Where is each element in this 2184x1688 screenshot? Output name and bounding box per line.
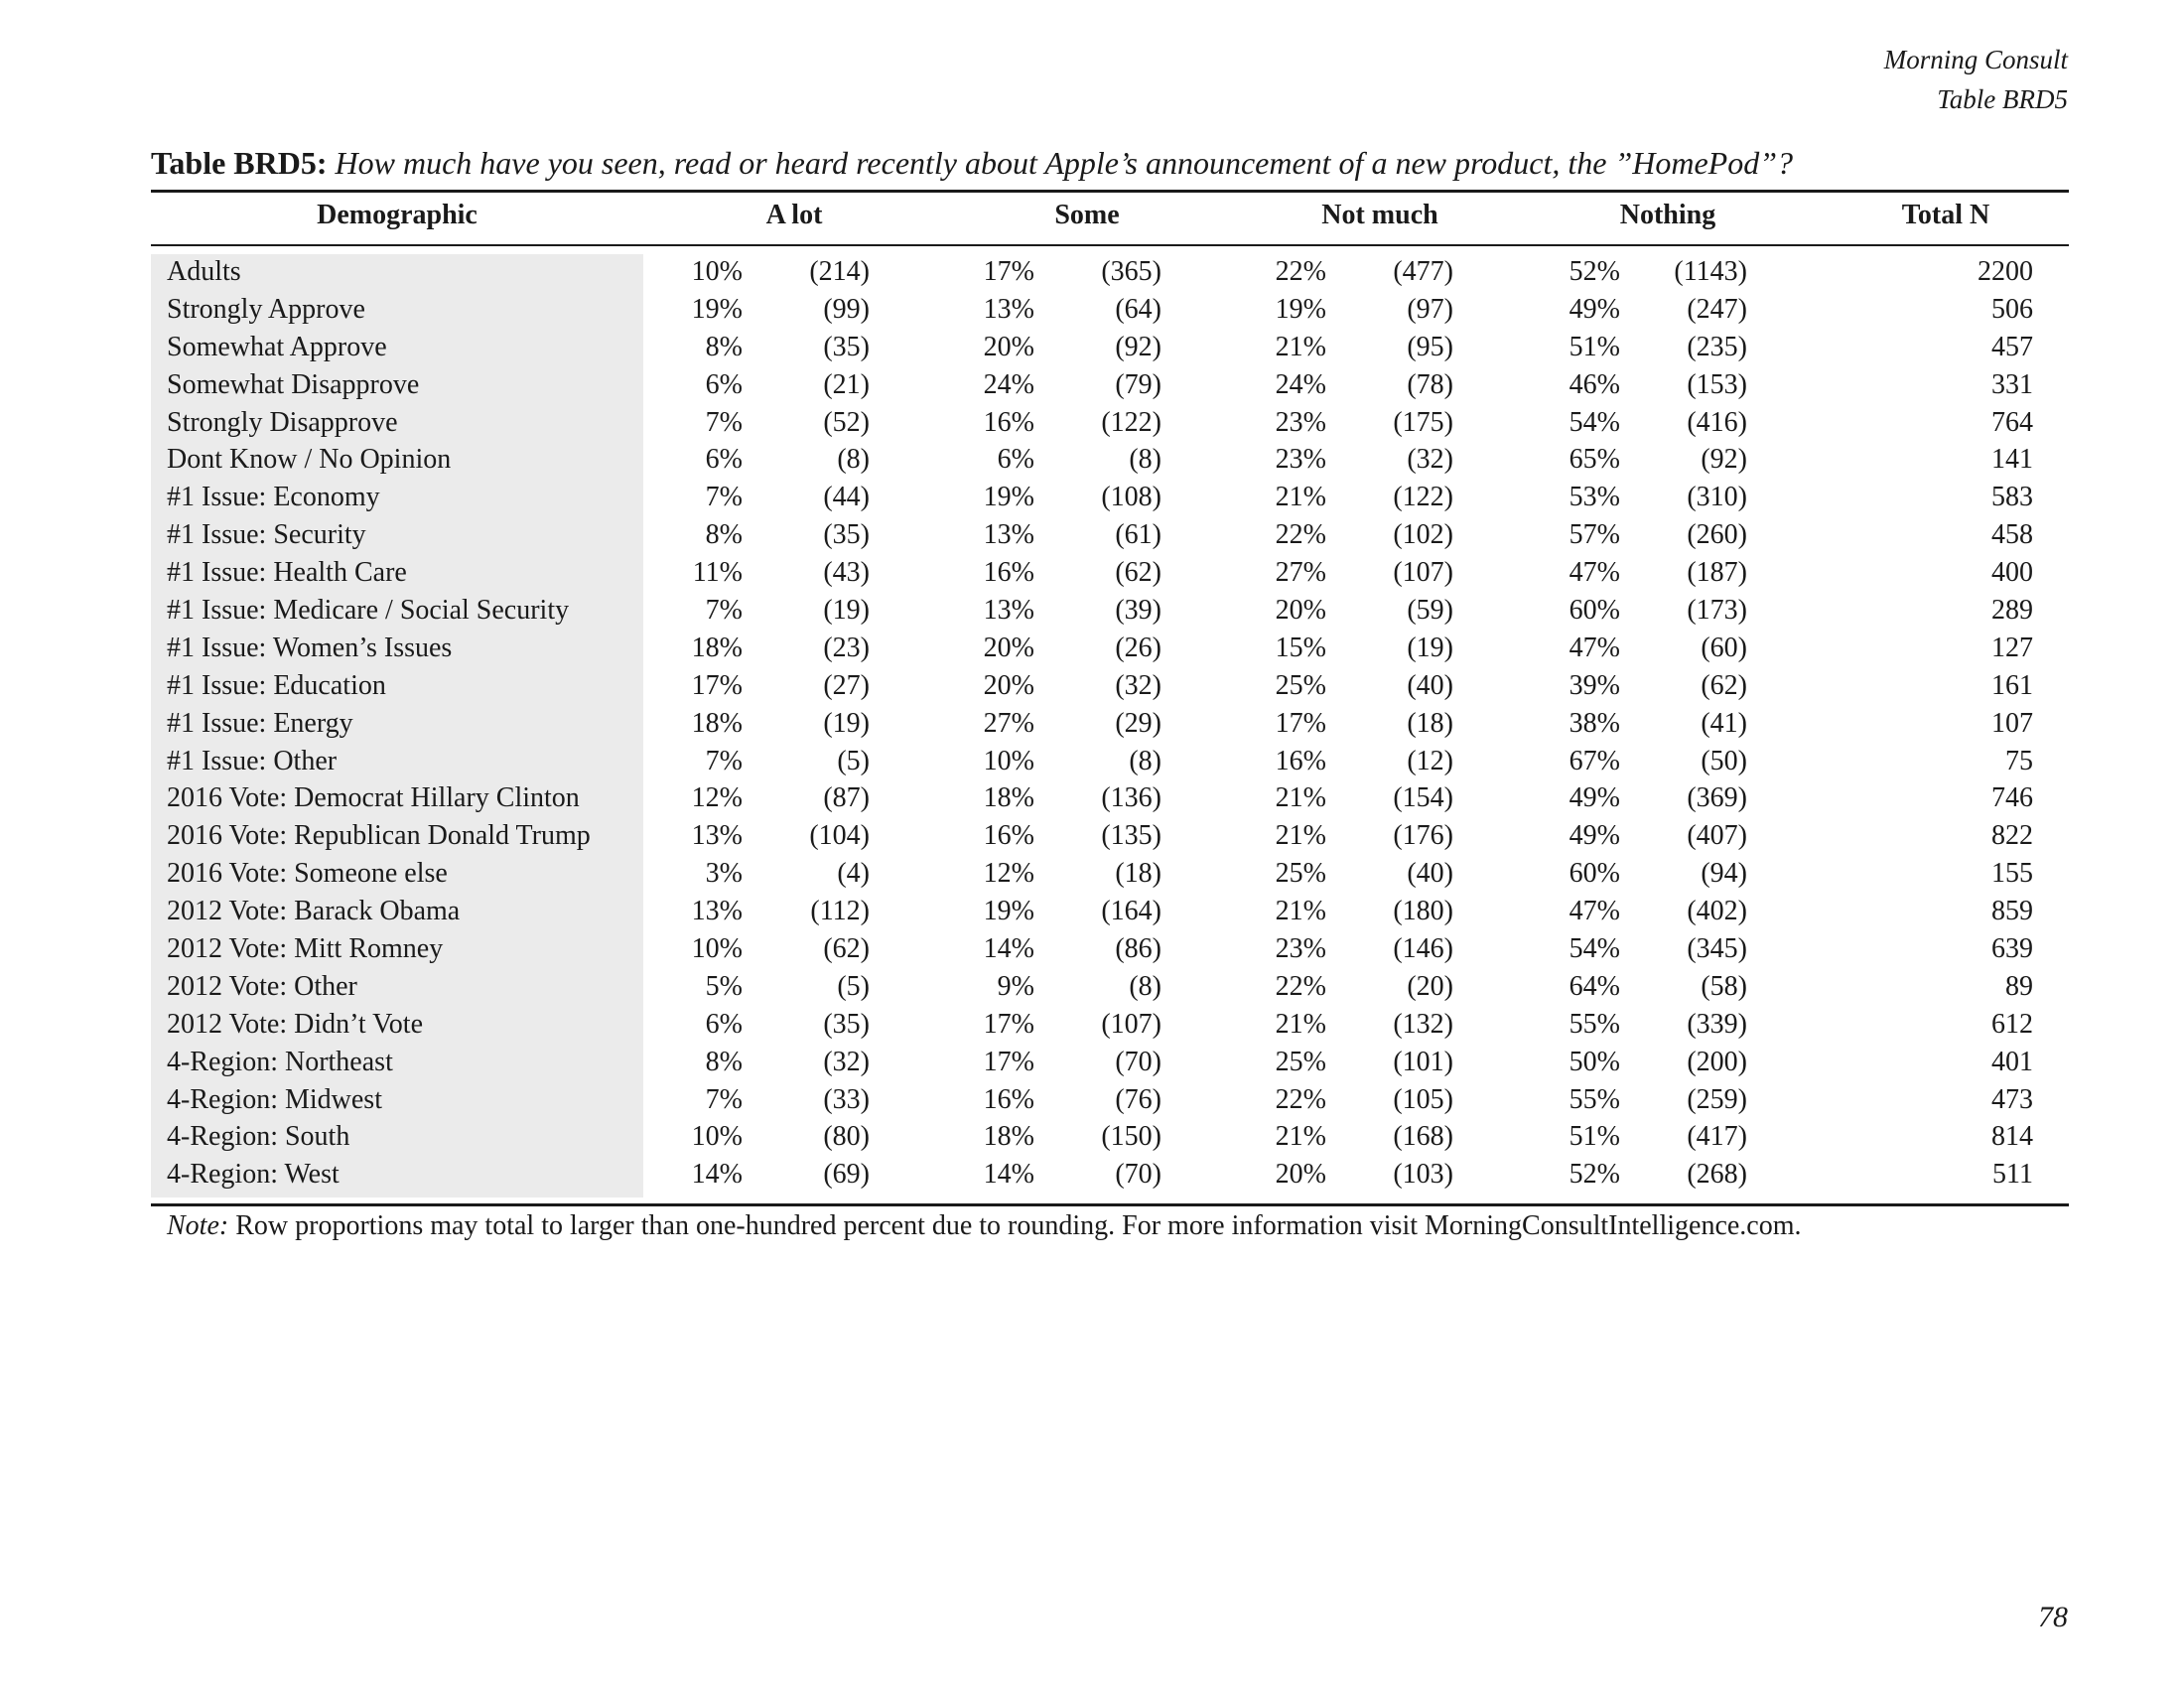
table-row xyxy=(151,855,2069,893)
some-count: (135) xyxy=(1101,820,1161,852)
some-percent: 9% xyxy=(997,970,1034,1002)
some-percent: 12% xyxy=(983,858,1034,890)
not-much-percent: 24% xyxy=(1275,368,1326,400)
not-much-count: (103) xyxy=(1393,1159,1453,1191)
a-lot-percent: 11% xyxy=(692,557,743,589)
total-n: 746 xyxy=(1991,782,2033,814)
table-row xyxy=(151,893,2069,930)
some-count: (8) xyxy=(1129,745,1161,776)
nothing-count: (41) xyxy=(1701,707,1747,739)
nothing-count: (260) xyxy=(1687,519,1747,551)
not-much-percent: 23% xyxy=(1275,933,1326,965)
a-lot-percent: 7% xyxy=(705,1083,743,1115)
nothing-percent: 49% xyxy=(1569,782,1620,814)
nothing-count: (268) xyxy=(1687,1159,1747,1191)
nothing-percent: 60% xyxy=(1569,595,1620,627)
not-much-percent: 27% xyxy=(1275,557,1326,589)
a-lot-count: (19) xyxy=(823,707,870,739)
a-lot-percent: 7% xyxy=(705,482,743,513)
header-rule xyxy=(151,244,2069,246)
a-lot-count: (23) xyxy=(823,632,870,663)
a-lot-percent: 13% xyxy=(691,820,743,852)
a-lot-count: (69) xyxy=(823,1159,870,1191)
a-lot-percent: 3% xyxy=(705,858,743,890)
nothing-percent: 47% xyxy=(1569,896,1620,927)
table-row xyxy=(151,479,2069,516)
a-lot-count: (104) xyxy=(809,820,870,852)
nothing-percent: 54% xyxy=(1569,933,1620,965)
some-count: (79) xyxy=(1115,368,1161,400)
row-label: Somewhat Approve xyxy=(167,331,387,362)
nothing-count: (247) xyxy=(1687,293,1747,325)
not-much-percent: 22% xyxy=(1275,256,1326,287)
a-lot-count: (4) xyxy=(837,858,870,890)
not-much-percent: 16% xyxy=(1275,745,1326,776)
a-lot-count: (112) xyxy=(810,896,870,927)
not-much-percent: 21% xyxy=(1275,896,1326,927)
total-n: 75 xyxy=(2005,745,2033,776)
total-n: 764 xyxy=(1991,406,2033,438)
nothing-count: (94) xyxy=(1701,858,1747,890)
not-much-percent: 21% xyxy=(1275,820,1326,852)
not-much-percent: 25% xyxy=(1275,1046,1326,1077)
a-lot-percent: 18% xyxy=(691,632,743,663)
not-much-percent: 21% xyxy=(1275,1121,1326,1153)
column-header-demographic: Demographic xyxy=(317,200,478,230)
nothing-count: (200) xyxy=(1687,1046,1747,1077)
nothing-percent: 46% xyxy=(1569,368,1620,400)
row-label: Strongly Disapprove xyxy=(167,406,398,438)
a-lot-percent: 7% xyxy=(705,595,743,627)
a-lot-percent: 13% xyxy=(691,896,743,927)
some-percent: 20% xyxy=(983,669,1034,701)
row-label: #1 Issue: Energy xyxy=(167,707,353,739)
some-percent: 16% xyxy=(983,557,1034,589)
some-percent: 17% xyxy=(983,256,1034,287)
a-lot-count: (32) xyxy=(823,1046,870,1077)
a-lot-percent: 8% xyxy=(705,519,743,551)
a-lot-percent: 7% xyxy=(705,745,743,776)
a-lot-count: (35) xyxy=(823,1008,870,1040)
total-n: 506 xyxy=(1991,293,2033,325)
total-n: 814 xyxy=(1991,1121,2033,1153)
not-much-count: (59) xyxy=(1407,595,1453,627)
some-count: (32) xyxy=(1115,669,1161,701)
total-n: 2200 xyxy=(1978,256,2033,287)
table-row xyxy=(151,930,2069,968)
table-row xyxy=(151,667,2069,705)
a-lot-percent: 6% xyxy=(705,368,743,400)
some-percent: 18% xyxy=(983,1121,1034,1153)
a-lot-count: (80) xyxy=(823,1121,870,1153)
not-much-percent: 22% xyxy=(1275,1083,1326,1115)
table-row xyxy=(151,592,2069,630)
row-label: 4-Region: Northeast xyxy=(167,1046,393,1077)
row-label: 4-Region: South xyxy=(167,1121,350,1153)
some-percent: 17% xyxy=(983,1008,1034,1040)
some-percent: 13% xyxy=(983,519,1034,551)
table-row xyxy=(151,1118,2069,1156)
some-percent: 14% xyxy=(983,1159,1034,1191)
table-row xyxy=(151,743,2069,780)
nothing-count: (416) xyxy=(1687,406,1747,438)
row-label: #1 Issue: Security xyxy=(167,519,366,551)
some-percent: 20% xyxy=(983,632,1034,663)
some-percent: 20% xyxy=(983,331,1034,362)
some-percent: 18% xyxy=(983,782,1034,814)
not-much-percent: 21% xyxy=(1275,331,1326,362)
nothing-percent: 51% xyxy=(1569,1121,1620,1153)
row-label: Somewhat Disapprove xyxy=(167,368,420,400)
not-much-count: (176) xyxy=(1393,820,1453,852)
some-percent: 17% xyxy=(983,1046,1034,1077)
row-label: 2016 Vote: Republican Donald Trump xyxy=(167,820,591,852)
nothing-count: (345) xyxy=(1687,933,1747,965)
nothing-count: (407) xyxy=(1687,820,1747,852)
some-count: (92) xyxy=(1115,331,1161,362)
nothing-percent: 53% xyxy=(1569,482,1620,513)
table-body xyxy=(151,253,2069,1194)
a-lot-percent: 5% xyxy=(705,970,743,1002)
some-count: (136) xyxy=(1101,782,1161,814)
some-percent: 24% xyxy=(983,368,1034,400)
total-n: 859 xyxy=(1991,896,2033,927)
column-header-a-lot: A lot xyxy=(765,200,823,230)
total-n: 107 xyxy=(1991,707,2033,739)
nothing-percent: 39% xyxy=(1569,669,1620,701)
total-n: 458 xyxy=(1991,519,2033,551)
not-much-percent: 21% xyxy=(1275,782,1326,814)
table-row xyxy=(151,779,2069,817)
table-row xyxy=(151,516,2069,554)
a-lot-count: (5) xyxy=(837,745,870,776)
some-percent: 6% xyxy=(997,444,1034,476)
not-much-count: (95) xyxy=(1407,331,1453,362)
not-much-count: (18) xyxy=(1407,707,1453,739)
row-label: #1 Issue: Economy xyxy=(167,482,380,513)
a-lot-count: (35) xyxy=(823,331,870,362)
nothing-percent: 54% xyxy=(1569,406,1620,438)
total-n: 473 xyxy=(1991,1083,2033,1115)
row-label: Strongly Approve xyxy=(167,293,365,325)
nothing-percent: 64% xyxy=(1569,970,1620,1002)
row-label: Dont Know / No Opinion xyxy=(167,444,452,476)
row-label: 2012 Vote: Didn’t Vote xyxy=(167,1008,424,1040)
table-row xyxy=(151,705,2069,743)
total-n: 127 xyxy=(1991,632,2033,663)
not-much-count: (146) xyxy=(1393,933,1453,965)
column-header-total-n: Total N xyxy=(1901,200,1990,230)
not-much-count: (32) xyxy=(1407,444,1453,476)
nothing-count: (310) xyxy=(1687,482,1747,513)
nothing-count: (339) xyxy=(1687,1008,1747,1040)
a-lot-count: (8) xyxy=(837,444,870,476)
some-percent: 27% xyxy=(983,707,1034,739)
total-n: 401 xyxy=(1991,1046,2033,1077)
a-lot-count: (33) xyxy=(823,1083,870,1115)
nothing-count: (1143) xyxy=(1674,256,1747,287)
column-header-not-much: Not much xyxy=(1321,200,1438,230)
table-row xyxy=(151,329,2069,366)
a-lot-count: (35) xyxy=(823,519,870,551)
company-name: Morning Consult xyxy=(1883,45,2068,74)
table-row xyxy=(151,1156,2069,1194)
row-label: #1 Issue: Women’s Issues xyxy=(167,632,453,663)
row-label: 2016 Vote: Someone else xyxy=(167,858,448,890)
nothing-count: (62) xyxy=(1701,669,1747,701)
total-n: 289 xyxy=(1991,595,2033,627)
row-label: #1 Issue: Other xyxy=(167,745,338,776)
not-much-count: (40) xyxy=(1407,858,1453,890)
a-lot-percent: 10% xyxy=(691,1121,743,1153)
some-percent: 16% xyxy=(983,820,1034,852)
a-lot-count: (43) xyxy=(823,557,870,589)
total-n: 612 xyxy=(1991,1008,2033,1040)
a-lot-percent: 14% xyxy=(691,1159,743,1191)
some-count: (26) xyxy=(1115,632,1161,663)
footnote xyxy=(167,1203,1802,1249)
a-lot-count: (44) xyxy=(823,482,870,513)
table-row xyxy=(151,253,2069,291)
not-much-percent: 23% xyxy=(1275,444,1326,476)
a-lot-count: (21) xyxy=(823,368,870,400)
nothing-count: (50) xyxy=(1701,745,1747,776)
some-count: (150) xyxy=(1101,1121,1161,1153)
nothing-percent: 67% xyxy=(1569,745,1620,776)
nothing-percent: 49% xyxy=(1569,820,1620,852)
a-lot-percent: 17% xyxy=(691,669,743,701)
some-count: (70) xyxy=(1115,1046,1161,1077)
total-n: 141 xyxy=(1991,444,2033,476)
not-much-percent: 21% xyxy=(1275,482,1326,513)
nothing-count: (153) xyxy=(1687,368,1747,400)
some-percent: 10% xyxy=(983,745,1034,776)
some-percent: 13% xyxy=(983,595,1034,627)
a-lot-percent: 10% xyxy=(691,933,743,965)
nothing-percent: 50% xyxy=(1569,1046,1620,1077)
row-label: 2012 Vote: Barack Obama xyxy=(167,896,461,927)
some-count: (8) xyxy=(1129,970,1161,1002)
a-lot-percent: 8% xyxy=(705,331,743,362)
nothing-count: (92) xyxy=(1701,444,1747,476)
page-header xyxy=(1884,40,2068,119)
top-rule xyxy=(151,190,2069,193)
footnote-text: Row proportions may total to larger than one-hundred percent due to rounding. For more information visit MorningConsultIntelligence.com. xyxy=(235,1210,1802,1241)
row-label: 2012 Vote: Mitt Romney xyxy=(167,933,444,965)
table-title-lead: Table BRD5: xyxy=(151,145,328,181)
nothing-count: (259) xyxy=(1687,1083,1747,1115)
nothing-count: (402) xyxy=(1687,896,1747,927)
nothing-percent: 52% xyxy=(1569,256,1620,287)
not-much-count: (107) xyxy=(1393,557,1453,589)
not-much-percent: 15% xyxy=(1275,632,1326,663)
table-row xyxy=(151,1006,2069,1044)
a-lot-percent: 7% xyxy=(705,406,743,438)
table-title xyxy=(151,145,1793,182)
some-percent: 13% xyxy=(983,293,1034,325)
a-lot-count: (87) xyxy=(823,782,870,814)
a-lot-percent: 19% xyxy=(691,293,743,325)
nothing-percent: 55% xyxy=(1569,1008,1620,1040)
some-percent: 19% xyxy=(983,482,1034,513)
total-n: 155 xyxy=(1991,858,2033,890)
nothing-count: (187) xyxy=(1687,557,1747,589)
some-count: (164) xyxy=(1101,896,1161,927)
not-much-count: (102) xyxy=(1393,519,1453,551)
nothing-count: (60) xyxy=(1701,632,1747,663)
total-n: 822 xyxy=(1991,820,2033,852)
not-much-percent: 22% xyxy=(1275,519,1326,551)
some-count: (86) xyxy=(1115,933,1161,965)
row-label: 2012 Vote: Other xyxy=(167,970,357,1002)
column-header-nothing: Nothing xyxy=(1619,200,1716,230)
some-count: (107) xyxy=(1101,1008,1161,1040)
nothing-percent: 47% xyxy=(1569,632,1620,663)
not-much-percent: 20% xyxy=(1275,595,1326,627)
a-lot-count: (27) xyxy=(823,669,870,701)
table-row xyxy=(151,404,2069,442)
row-label: #1 Issue: Health Care xyxy=(167,557,407,589)
not-much-percent: 21% xyxy=(1275,1008,1326,1040)
some-count: (62) xyxy=(1115,557,1161,589)
a-lot-count: (62) xyxy=(823,933,870,965)
table-row xyxy=(151,366,2069,404)
some-count: (61) xyxy=(1115,519,1161,551)
row-label: #1 Issue: Medicare / Social Security xyxy=(167,595,570,627)
some-count: (18) xyxy=(1115,858,1161,890)
row-label: 4-Region: West xyxy=(167,1159,340,1191)
total-n: 400 xyxy=(1991,557,2033,589)
not-much-count: (20) xyxy=(1407,970,1453,1002)
a-lot-percent: 10% xyxy=(691,256,743,287)
some-percent: 14% xyxy=(983,933,1034,965)
some-count: (122) xyxy=(1101,406,1161,438)
not-much-count: (12) xyxy=(1407,745,1453,776)
table-row xyxy=(151,1044,2069,1081)
some-count: (108) xyxy=(1101,482,1161,513)
not-much-count: (78) xyxy=(1407,368,1453,400)
column-header-some: Some xyxy=(1054,200,1120,230)
not-much-percent: 17% xyxy=(1275,707,1326,739)
total-n: 583 xyxy=(1991,482,2033,513)
not-much-count: (40) xyxy=(1407,669,1453,701)
row-label: 2016 Vote: Democrat Hillary Clinton xyxy=(167,782,580,814)
not-much-percent: 19% xyxy=(1275,293,1326,325)
some-percent: 16% xyxy=(983,406,1034,438)
a-lot-percent: 18% xyxy=(691,707,743,739)
page-number: 78 xyxy=(2038,1601,2068,1633)
table-id: Table BRD5 xyxy=(1937,84,2068,114)
not-much-count: (180) xyxy=(1393,896,1453,927)
total-n: 639 xyxy=(1991,933,2033,965)
not-much-count: (105) xyxy=(1393,1083,1453,1115)
not-much-count: (132) xyxy=(1393,1008,1453,1040)
not-much-count: (175) xyxy=(1393,406,1453,438)
not-much-percent: 23% xyxy=(1275,406,1326,438)
not-much-count: (97) xyxy=(1407,293,1453,325)
some-percent: 19% xyxy=(983,896,1034,927)
a-lot-percent: 6% xyxy=(705,444,743,476)
some-count: (64) xyxy=(1115,293,1161,325)
some-count: (8) xyxy=(1129,444,1161,476)
row-label: #1 Issue: Education xyxy=(167,669,386,701)
footnote-label: Note: xyxy=(167,1210,229,1241)
table-row xyxy=(151,630,2069,667)
nothing-percent: 52% xyxy=(1569,1159,1620,1191)
total-n: 89 xyxy=(2005,970,2033,1002)
not-much-count: (154) xyxy=(1393,782,1453,814)
not-much-percent: 25% xyxy=(1275,669,1326,701)
table-row xyxy=(151,817,2069,855)
not-much-count: (477) xyxy=(1393,256,1453,287)
not-much-count: (168) xyxy=(1393,1121,1453,1153)
nothing-percent: 65% xyxy=(1569,444,1620,476)
total-n: 457 xyxy=(1991,331,2033,362)
some-count: (76) xyxy=(1115,1083,1161,1115)
row-label: 4-Region: Midwest xyxy=(167,1083,382,1115)
table-row xyxy=(151,554,2069,592)
total-n: 331 xyxy=(1991,368,2033,400)
nothing-percent: 60% xyxy=(1569,858,1620,890)
not-much-count: (19) xyxy=(1407,632,1453,663)
not-much-count: (101) xyxy=(1393,1046,1453,1077)
a-lot-count: (19) xyxy=(823,595,870,627)
a-lot-count: (99) xyxy=(823,293,870,325)
some-count: (70) xyxy=(1115,1159,1161,1191)
nothing-count: (235) xyxy=(1687,331,1747,362)
nothing-percent: 49% xyxy=(1569,293,1620,325)
some-count: (29) xyxy=(1115,707,1161,739)
a-lot-percent: 8% xyxy=(705,1046,743,1077)
total-n: 161 xyxy=(1991,669,2033,701)
nothing-count: (173) xyxy=(1687,595,1747,627)
not-much-percent: 25% xyxy=(1275,858,1326,890)
table-row xyxy=(151,968,2069,1006)
a-lot-percent: 12% xyxy=(691,782,743,814)
table-row xyxy=(151,1081,2069,1119)
some-count: (365) xyxy=(1101,256,1161,287)
some-count: (39) xyxy=(1115,595,1161,627)
nothing-count: (369) xyxy=(1687,782,1747,814)
row-label: Adults xyxy=(167,256,241,287)
nothing-count: (58) xyxy=(1701,970,1747,1002)
not-much-count: (122) xyxy=(1393,482,1453,513)
table-row xyxy=(151,441,2069,479)
nothing-percent: 38% xyxy=(1569,707,1620,739)
some-percent: 16% xyxy=(983,1083,1034,1115)
table-question: How much have you seen, read or heard recently about Apple’s announcement of a new product, the ”HomePod”? xyxy=(335,145,1793,181)
table-row xyxy=(151,291,2069,329)
nothing-count: (417) xyxy=(1687,1121,1747,1153)
not-much-percent: 22% xyxy=(1275,970,1326,1002)
total-n: 511 xyxy=(1992,1159,2033,1191)
nothing-percent: 55% xyxy=(1569,1083,1620,1115)
nothing-percent: 47% xyxy=(1569,557,1620,589)
a-lot-count: (214) xyxy=(809,256,870,287)
a-lot-percent: 6% xyxy=(705,1008,743,1040)
not-much-percent: 20% xyxy=(1275,1159,1326,1191)
a-lot-count: (5) xyxy=(837,970,870,1002)
a-lot-count: (52) xyxy=(823,406,870,438)
nothing-percent: 51% xyxy=(1569,331,1620,362)
nothing-percent: 57% xyxy=(1569,519,1620,551)
